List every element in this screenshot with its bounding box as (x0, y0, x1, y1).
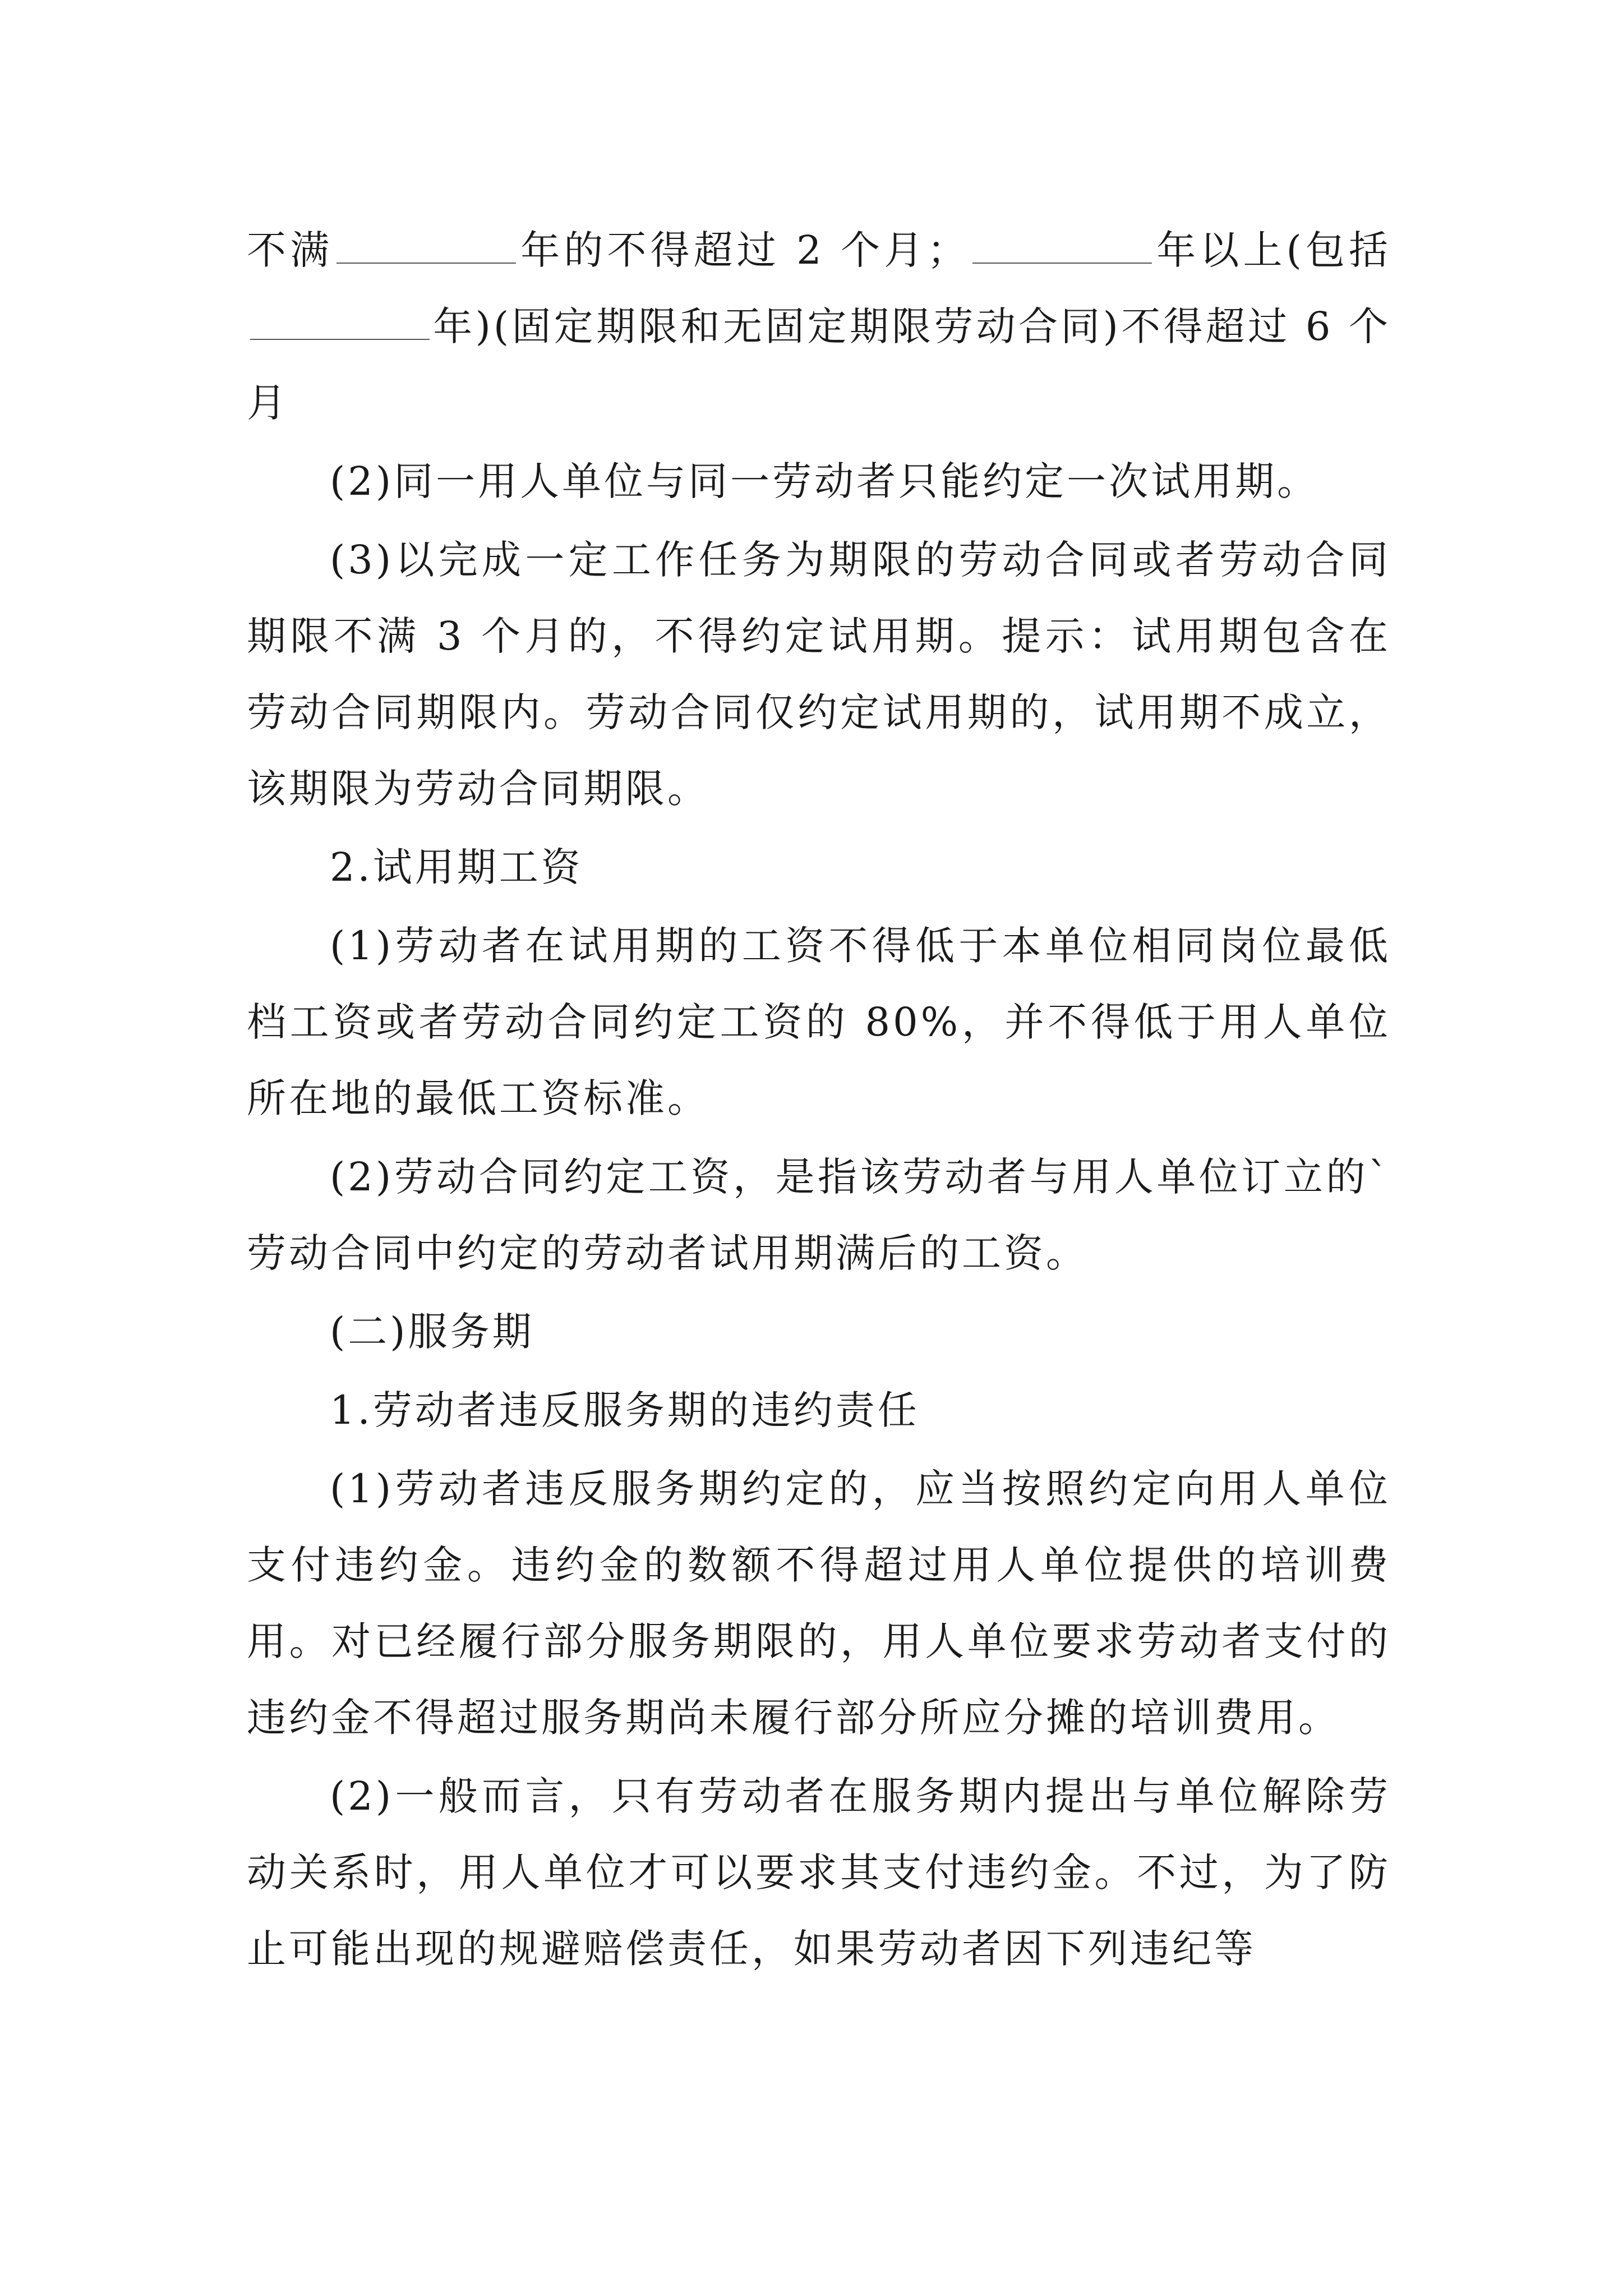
blank-line (336, 229, 516, 264)
paragraph-liquidated-damages: (1)劳动者违反服务期约定的，应当按照约定向用人单位支付违约金。违约金的数额不得超过用人单位提供的培训费用。对已经履行部分服务期限的，用人单位要求劳动者支付的违约金不得超过服务期尚未履行部分所应分摊的培训费用。 (247, 1466, 1391, 1741)
paragraph-no-probation: (3)以完成一定工作任务为期限的劳动合同或者劳动合同期限不满 3 个月的，不得约定试用期。提示：试用期包含在劳动合同期限内。劳动合同仅约定试用期的，试用期不成立，该期限为劳动合同期限。 (247, 537, 1391, 812)
paragraph-wage-minimum: (1)劳动者在试用期的工资不得低于本单位相同岗位最低档工资或者劳动合同约定工资的 80%，并不得低于用人单位所在地的最低工资标准。 (247, 923, 1391, 1121)
blank-line (972, 229, 1152, 264)
document-body (247, 212, 1391, 1987)
text-segment: 年以上(包括 (1155, 227, 1391, 273)
paragraph-probation-limits (247, 212, 1391, 441)
text-segment: 不满 (247, 227, 334, 273)
text-segment: 年的不得超过 2 个月； (519, 227, 970, 273)
blank-line (250, 305, 430, 340)
heading-probation-wage: 2.试用期工资 (330, 844, 583, 890)
text-segment: 年)(固定期限和无固定期限劳动合同)不得超过 6 个月 (247, 303, 1391, 426)
heading-service-period: (二)服务期 (330, 1309, 534, 1355)
paragraph-agreed-wage: (2)劳动合同约定工资，是指该劳动者与用人单位订立的`劳动合同中约定的劳动者试用期满后的工资。 (247, 1154, 1391, 1276)
paragraph-general-rule: (2)一般而言，只有劳动者在服务期内提出与单位解除劳动关系时，用人单位才可以要求其支付违约金。不过，为了防止可能出现的规避赔偿责任，如果劳动者因下列违纪等 (247, 1773, 1391, 1972)
paragraph-single-probation: (2)同一用人单位与同一劳动者只能约定一次试用期。 (330, 458, 1320, 504)
heading-breach-liability: 1.劳动者违反服务期的违约责任 (330, 1387, 920, 1433)
